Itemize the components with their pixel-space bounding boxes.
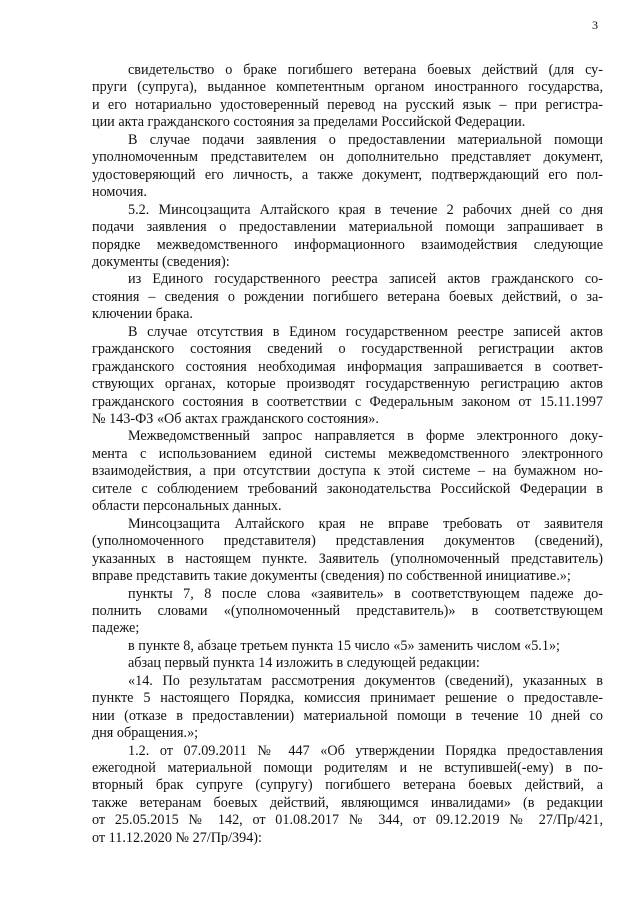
- text-line: документы (сведения):: [92, 253, 230, 270]
- text-line: 5.2. Минсоцзащита Алтайского края в течение 2 рабочих дней со дня: [128, 201, 603, 218]
- text-line: уполномоченным представителем он дополнительно представляет документ,: [92, 149, 603, 166]
- text-line: области персональных данных.: [92, 498, 282, 515]
- text-line: сителе с соблюдением требований законодательства Российской Федерации в: [92, 480, 603, 497]
- text-line: полнить словами «(уполномоченный представитель)» в соответствующем: [92, 602, 603, 619]
- text-line: «14. По результатам рассмотрения документов (сведений), указанных в: [128, 672, 603, 689]
- text-line: от 11.12.2020 № 27/Пр/394):: [92, 829, 262, 846]
- text-line: взаимодействия, а при отсутствии доступа к этой системе – на бумажном но-: [92, 463, 603, 480]
- text-line: нии (отказе в предоставлении) материальной помощи в течение 10 дней со: [92, 707, 603, 724]
- text-line: В случае подачи заявления о предоставлении материальной помощи: [128, 131, 603, 148]
- text-line: номочия.: [92, 184, 147, 201]
- text-line: пункте 5 настоящего Порядка, комиссия принимает решение о предоставле-: [92, 690, 603, 707]
- text-line: свидетельство о браке погибшего ветерана боевых действий (для су-: [128, 62, 603, 78]
- text-line: удостоверяющий его личность, а также документ, подтверждающий его пол-: [92, 166, 603, 183]
- text-line: подачи заявления о предоставлении материальной помощи запрашивает в: [92, 219, 603, 236]
- text-line: пункты 7, 8 после слова «заявитель» в соответствующем падеже до-: [128, 585, 603, 602]
- text-line: порядке межведомственного информационного взаимодействия следующие: [92, 236, 603, 253]
- text-line: гражданского состояния сведений о государственной регистрации актов: [92, 341, 603, 358]
- text-line: от 25.05.2015 № 142, от 01.08.2017 № 344, от 09.12.2019 № 27/Пр/421,: [92, 812, 603, 829]
- text-line: и его нотариально удостоверенный перевод на русский язык – при регистра-: [92, 96, 603, 113]
- text-line: Минсоцзащита Алтайского края не вправе требовать от заявителя: [128, 515, 603, 532]
- text-line: 1.2. от 07.09.2011 № 447 «Об утверждении Порядка предоставления: [128, 742, 603, 759]
- text-line: дня обращения.»;: [92, 725, 199, 742]
- text-line: мента с использованием единой системы межведомственного электронного: [92, 445, 603, 462]
- text-line: вправе представить такие документы (сведения) по собственной инициативе.»;: [92, 568, 571, 585]
- text-line: падеже;: [92, 620, 140, 637]
- text-line: В случае отсутствия в Едином государственном реестре записей актов: [128, 323, 603, 340]
- text-line: гражданского состояния в соответствии с Федеральным законом от 15.11.1997: [92, 393, 603, 410]
- text-line: гражданского состояния необходимая информация запрашивается в соответ-: [92, 358, 603, 375]
- text-line: абзац первый пункта 14 изложить в следующей редакции:: [128, 655, 480, 672]
- text-line: пруги (супруга), выданное компетентным органом иностранного государства,: [92, 79, 603, 96]
- text-line: № 143-ФЗ «Об актах гражданского состояния».: [92, 411, 379, 427]
- page-number: 3: [592, 18, 598, 32]
- text-line: вторный брак супруге (супругу) погибшего ветерана боевых действий, а: [92, 777, 603, 794]
- text-line: ствующих органах, которые производят государственную регистрацию актов: [92, 376, 603, 393]
- text-line: ключении брака.: [92, 306, 193, 323]
- text-line: (уполномоченного представителя) представления документов (сведений),: [92, 533, 603, 550]
- text-line: Межведомственный запрос направляется в форме электронного доку-: [128, 428, 603, 445]
- text-line: из Единого государственного реестра записей актов гражданского со-: [128, 271, 603, 288]
- text-line: указанных в настоящем пункте. Заявитель (уполномоченный представитель): [92, 550, 603, 567]
- text-line: ции акта гражданского состояния за пределами Российской Федерации.: [92, 114, 526, 131]
- text-line: стояния – сведения о рождении погибшего ветерана боевых действий, о за-: [92, 288, 603, 305]
- text-line: также ветеранам боевых действий, являющимся инвалидами» (в редакции: [92, 794, 603, 811]
- text-line: ежегодной материальной помощи родителям и не вступившей(-ему) в по-: [92, 760, 603, 776]
- text-line: в пункте 8, абзаце третьем пункта 15 число «5» заменить числом «5.1»;: [128, 637, 560, 654]
